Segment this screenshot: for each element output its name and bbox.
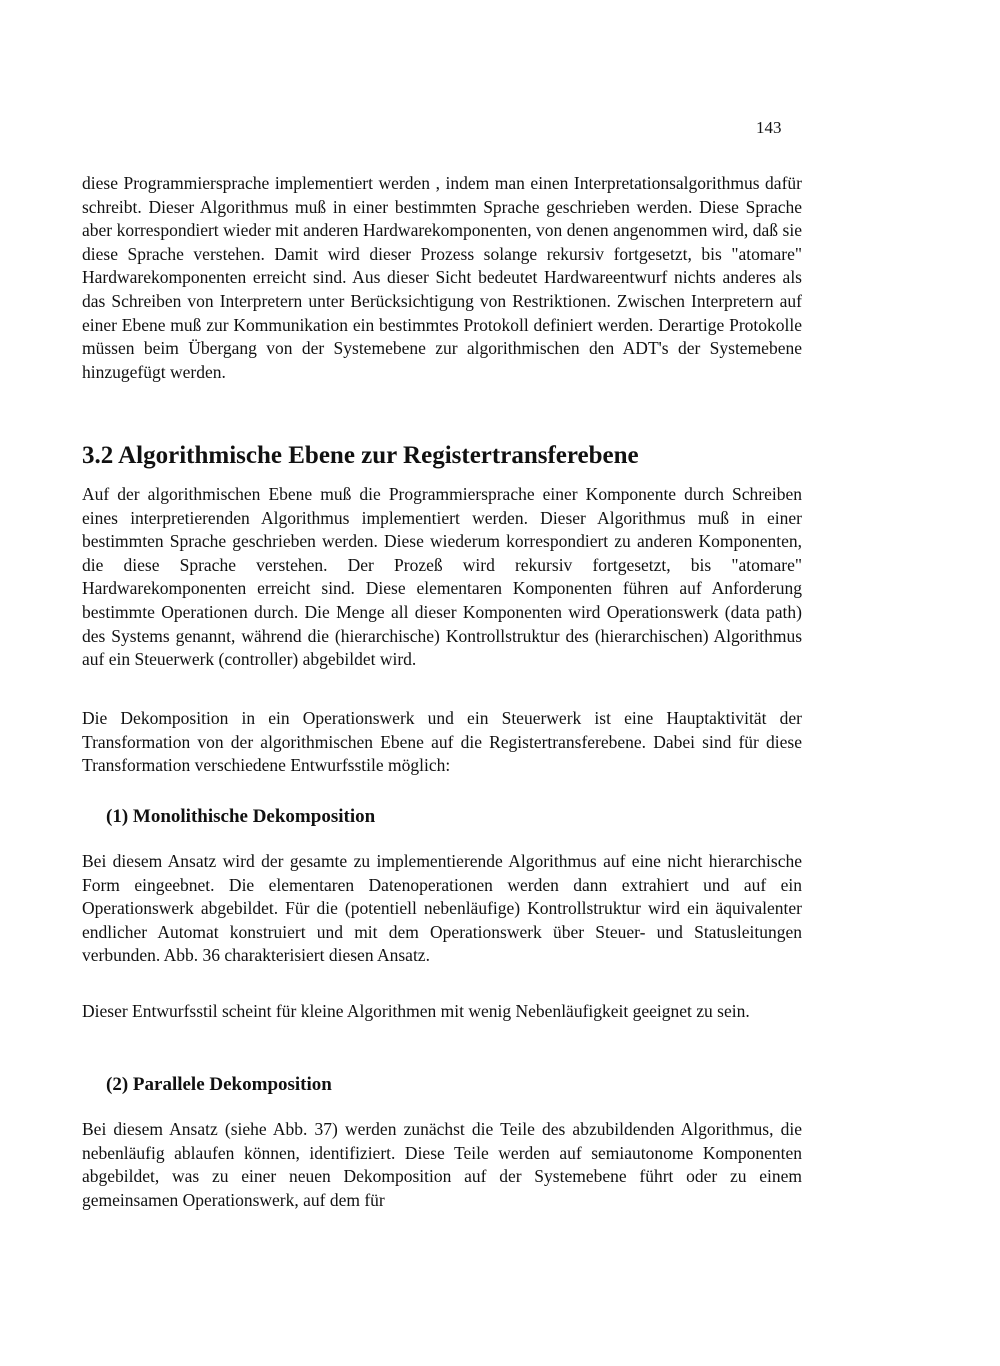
parallel-paragraph: Bei diesem Ansatz (siehe Abb. 37) werden zunächst die Teile des abzubildenden Algorithmus, die nebenläufig ablaufen können, identifiziert. Diese Teile werden auf semiautonome Komponenten abgebildet, was zu einer neuen Dekomposition auf der Systemebene führt oder zu einem gemeinsamen Operationswerk, auf dem für [82,1119,802,1210]
section-title: 3.2 Algorithmische Ebene zur Registertransferebene [82,442,639,469]
section-paragraph: Die Dekomposition in ein Operationswerk und ein Steuerwerk ist eine Hauptaktivität der Transformation von der algorithmischen Ebene auf die Registertransferebene. Dabei sind für diese Transformation verschiedene Entwurfsstile möglich: [82,708,802,776]
monolithic-paragraph: Bei diesem Ansatz wird der gesamte zu implementierende Algorithmus auf eine nicht hierarchische Form eingeebnet. Die elementaren Datenoperationen werden dann extrahiert und auf ein Operationswerk abgebildet. Für die (potentiell nebenläufige) Kontrollstruktur wird ein äquivalenter endlicher Automat konstruiert und mit dem Operationswerk über Steuer- und Statusleitungen verbunden. Abb. 36 charakterisiert diesen Ansatz. [82,851,802,966]
page-number: 143 [756,118,782,137]
monolithic-paragraph: Dieser Entwurfsstil scheint für kleine Algorithmen mit wenig Nebenläufigkeit geeignet zu sein. [82,1001,750,1021]
subsection-heading-parallel: (2) Parallele Dekomposition [106,1074,332,1095]
section-paragraph: Auf der algorithmischen Ebene muß die Programmiersprache einer Komponente durch Schreiben eines interpretierenden Algorithmus implementiert werden. Dieser Algorithmus muß in einer bestimmten Sprache geschrieben werden. Diese wiederum korrespondiert zu anderen Komponenten, die diese Sprache verstehen. Der Prozeß wird rekursiv fortgesetzt, bis "atomare" Hardwarekomponenten erreicht sind. Diese elementaren Komponenten führen auf Anforderung bestimmte Operationen durch. Die Menge all dieser Komponenten wird Operationswerk (data path) des Systems genannt, während die (hierarchische) Kontrollstruktur des (hierarchischen) Algorithmus auf ein Steuerwerk (controller) abgebildet wird. [82,484,802,670]
subsection-heading-monolithic: (1) Monolithische Dekomposition [106,806,376,827]
intro-paragraph: diese Programmiersprache implementiert werden , indem man einen Interpretationsalgorithmus dafür schreibt. Dieser Algorithmus muß in einer bestimmten Sprache geschrieben werden. Diese Sprache aber korrespondiert wieder mit anderen Hardwarekomponenten, von denen angenommen wird, daß sie diese Sprache verstehen. Damit wird dieser Prozess solange rekursiv fortgesetzt, bis "atomare" Hardwarekomponenten erreicht sind. Aus dieser Sicht bedeutet Hardwareentwurf nichts anderes als das Schreiben von Interpretern unter Berücksichtigung von Restriktionen. Zwischen Interpretern auf einer Ebene muß zur Kommunikation ein bestimmtes Protokoll definiert werden. Derartige Protokolle müssen beim Übergang von der Systemebene zur algorithmischen den ADT's der Systemebene hinzugefügt werden. [82,173,802,382]
